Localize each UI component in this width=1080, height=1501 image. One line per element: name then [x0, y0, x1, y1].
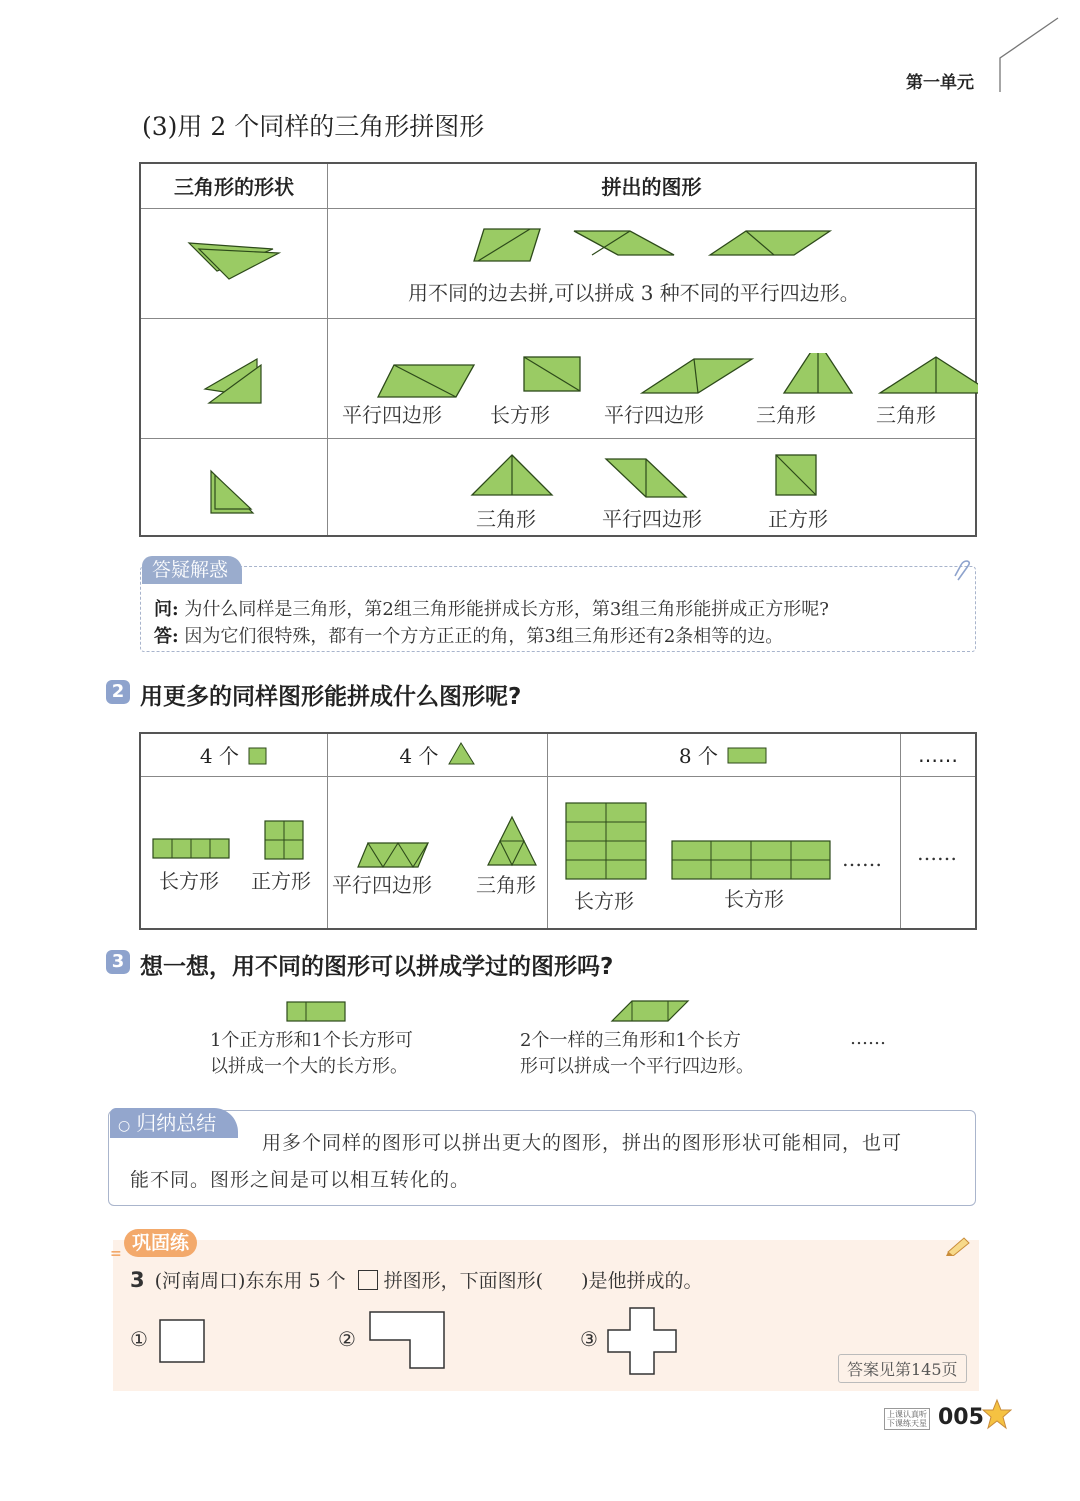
- squares-figure: [151, 817, 321, 867]
- practice-marker-icon: =: [110, 1246, 122, 1262]
- square-icon: [248, 747, 268, 765]
- section3-example1: 1个正方形和1个长方形可 以拼成一个大的长方形。: [210, 1030, 413, 1077]
- rectangles-figure: [564, 801, 834, 881]
- rectangles-more: ……: [842, 846, 882, 871]
- row2-result-cell: [328, 318, 977, 438]
- rectangles-label-2: 长方形: [724, 886, 784, 911]
- square-blank-icon: [358, 1270, 378, 1290]
- square-plus-rectangle-figure: [285, 1000, 349, 1024]
- practice-tag: 巩固练: [124, 1229, 197, 1257]
- paperclip-icon: [952, 560, 974, 584]
- option-1-label[interactable]: ①: [130, 1327, 148, 1351]
- section3-more: ……: [850, 1028, 886, 1049]
- more-shapes-table: [139, 732, 977, 930]
- summary-line2: 能不同。图形之间是可以相互转化的。: [130, 1169, 471, 1191]
- isosceles-right-triangles-icon: [209, 469, 261, 519]
- practice-question: 3 (河南周口)东东用 5 个 拼图形，下面图形( )是他拼成的。: [130, 1268, 703, 1292]
- triangles-figure: [354, 815, 544, 871]
- row2-label-2: 长方形: [490, 402, 550, 427]
- unit-label: 第一单元: [906, 73, 974, 93]
- more-ellipsis: ……: [917, 840, 957, 865]
- thin-triangles-icon: [187, 241, 282, 286]
- option-2-label[interactable]: ②: [338, 1327, 356, 1351]
- section2-title: 用更多的同样图形能拼成什么图形呢?: [140, 684, 522, 710]
- summary-tag: ○ 归纳总结: [110, 1108, 238, 1138]
- answer-reference: 答案见第145页: [838, 1354, 967, 1383]
- triangle-icon: [448, 742, 476, 766]
- section2-badge: 2: [106, 680, 130, 704]
- triangles-result-cell: [328, 776, 548, 929]
- row3-shapes-figure: [470, 453, 850, 501]
- squares-label-1: 长方形: [159, 868, 219, 893]
- right-triangles-icon: [203, 357, 265, 407]
- option-3-cross-figure[interactable]: [606, 1306, 682, 1378]
- summary-line1: 用多个同样的图形可以拼出更大的图形，拼出的图形形状可能相同，也可: [262, 1132, 903, 1154]
- row2-label-1: 平行四边形: [342, 402, 442, 427]
- option-1-square-figure[interactable]: [158, 1318, 208, 1366]
- row2-source-cell: [140, 318, 328, 438]
- row3-label-3: 正方形: [768, 506, 828, 531]
- option-3-label[interactable]: ③: [580, 1327, 598, 1351]
- row2-shapes-figure: [358, 353, 978, 405]
- row3-label-1: 三角形: [476, 506, 536, 531]
- triangle-combination-table: [139, 162, 977, 537]
- page-number: 005: [938, 1405, 984, 1430]
- section3-title: 想一想，用不同的图形可以拼成学过的图形吗?: [140, 954, 614, 980]
- pencil-icon: [944, 1234, 972, 1256]
- squares-result-cell: [140, 776, 328, 929]
- squares-label-2: 正方形: [251, 868, 311, 893]
- row2-label-4: 三角形: [756, 402, 816, 427]
- qa-tag: 答疑解惑: [142, 556, 242, 584]
- row1-description: 用不同的边去拼,可以拼成 3 种不同的平行四边形。: [408, 280, 860, 305]
- row1-source-cell: [140, 208, 328, 318]
- rectangles-label-1: 长方形: [574, 888, 634, 913]
- triangles-plus-rectangle-figure: [610, 999, 694, 1025]
- row1-result-cell: [328, 208, 977, 318]
- section3-example2: 2个一样的三角形和1个长方 形可以拼成一个平行四边形。: [520, 1030, 754, 1077]
- triangles-label-2: 三角形: [476, 872, 536, 897]
- circle-bullet-icon: ○: [118, 1118, 131, 1134]
- header-triangle-shape: 三角形的形状: [140, 163, 328, 208]
- star-mascot-icon: [982, 1398, 1012, 1432]
- footer-slogan: 上课认真听 下课练天星: [884, 1408, 930, 1430]
- qa-question: 问: 为什么同样是三角形，第2组三角形能拼成长方形，第3组三角形能拼成正方形呢?: [154, 599, 829, 620]
- three-parallelograms-figure: [470, 227, 840, 267]
- rectangles-result-cell: [548, 776, 901, 929]
- row3-result-cell: [328, 438, 977, 536]
- row2-label-5: 三角形: [876, 402, 936, 427]
- rectangle-icon: [727, 747, 769, 765]
- header-4-squares: 4 个: [140, 733, 328, 776]
- header-result-shape: 拼出的图形: [328, 163, 977, 208]
- row2-label-3: 平行四边形: [604, 402, 704, 427]
- row3-label-2: 平行四边形: [602, 506, 702, 531]
- header-4-triangles: 4 个: [328, 733, 548, 776]
- page-corner-decoration: [996, 14, 1066, 94]
- section-subtitle: (3)用 2 个同样的三角形拼图形: [142, 112, 485, 141]
- header-more: ……: [901, 733, 977, 776]
- section3-badge: 3: [106, 950, 130, 974]
- option-2-l-shape-figure[interactable]: [368, 1310, 448, 1372]
- more-result-cell: [901, 776, 977, 929]
- header-8-rectangles: 8 个: [548, 733, 901, 776]
- qa-answer: 答: 因为它们很特殊，都有一个方方正正的角，第3组三角形还有2条相等的边。: [154, 626, 784, 647]
- row3-source-cell: [140, 438, 328, 536]
- triangles-label-1: 平行四边形: [332, 872, 432, 897]
